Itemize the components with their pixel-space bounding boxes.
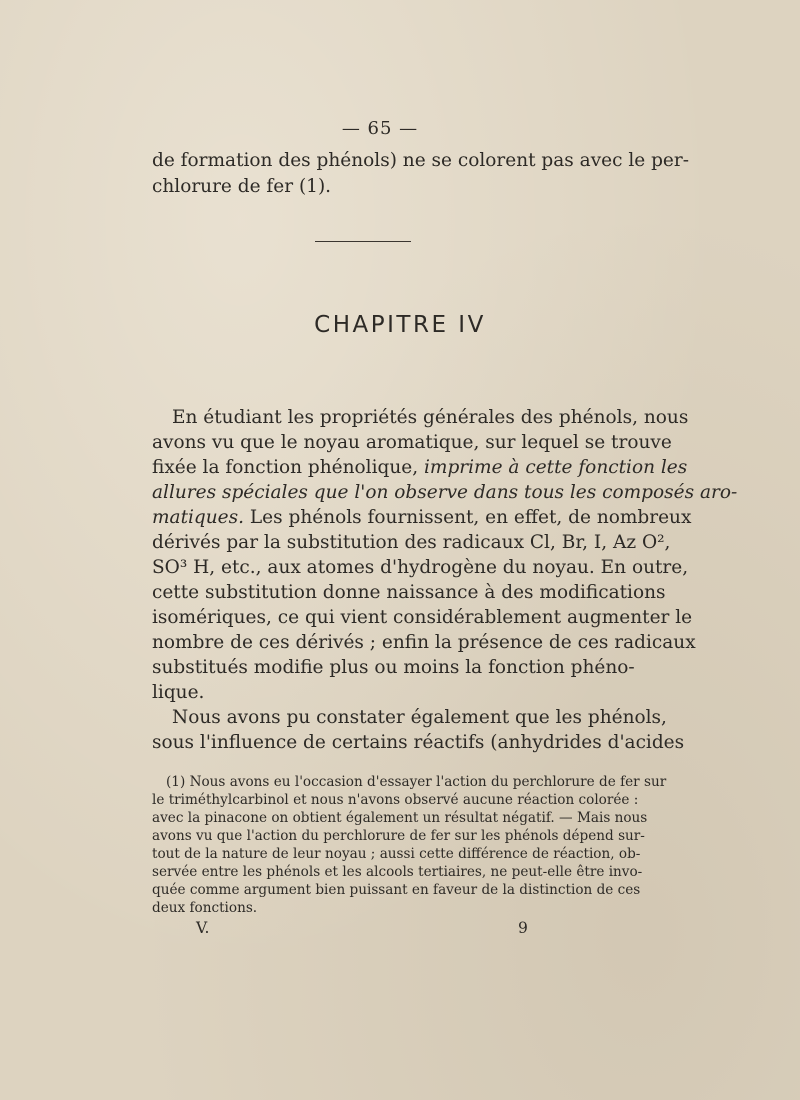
footnote-line: (1) Nous avons eu l'occasion d'essayer l'action du perchlorure de fer sur: [166, 774, 667, 790]
sheet-number: 9: [518, 919, 528, 937]
footnote-line: quée comme argument bien puissant en faveur de la distinction de ces: [152, 882, 641, 898]
body-line: substitués modifie plus ou moins la fonction phéno-: [152, 657, 635, 678]
italic-text: matiques.: [152, 507, 245, 528]
footnote-line: servée entre les phénols et les alcools tertiaires, ne peut-elle être invo-: [152, 864, 643, 880]
chapter-title: CHAPITRE IV: [314, 312, 486, 338]
body-line: nombre de ces dérivés ; enfin la présence de ces radicaux: [152, 632, 696, 653]
body-text: fixée la fonction phénolique,: [152, 457, 424, 478]
body-line: Nous avons pu constater également que les phénols,: [172, 707, 667, 728]
body-line: avons vu que le noyau aromatique, sur lequel se trouve: [152, 432, 672, 453]
footnote-line: deux fonctions.: [152, 900, 258, 916]
body-line: lique.: [152, 682, 205, 703]
footnote-line: avec la pinacone on obtient également un résultat négatif. — Mais nous: [152, 810, 648, 826]
italic-text: allures spéciales que l'on observe dans tous les composés aro-: [152, 482, 738, 503]
body-line: SO³ H, etc., aux atomes d'hydrogène du noyau. En outre,: [152, 557, 689, 578]
italic-text: imprime à cette fonction les: [423, 457, 688, 478]
body-line: chlorure de fer (1).: [152, 176, 332, 197]
body-line: cette substitution donne naissance à des modifications: [152, 582, 666, 603]
page-number: — 65 —: [341, 118, 419, 139]
body-line: dérivés par la substitution des radicaux Cl, Br, I, Az O²,: [152, 532, 671, 553]
body-line: sous l'influence de certains réactifs (anhydrides d'acides: [152, 732, 685, 753]
footnote-line: avons vu que l'action du perchlorure de fer sur les phénols dépend sur-: [152, 828, 645, 844]
footnote-line: le triméthylcarbinol et nous n'avons observé aucune réaction colorée :: [152, 792, 639, 808]
body-line: [152, 480, 738, 506]
body-line: de formation des phénols) ne se colorent pas avec le per-: [152, 150, 689, 171]
body-line: En étudiant les propriétés générales des phénols, nous: [172, 407, 689, 428]
signature-mark: V.: [196, 919, 210, 937]
footnote-line: tout de la nature de leur noyau ; aussi cette différence de réaction, ob-: [152, 846, 641, 862]
body-line: [152, 505, 692, 531]
body-line: [152, 455, 688, 481]
section-divider: [315, 241, 411, 242]
body-text: Les phénols fournissent, en effet, de nombreux: [244, 507, 692, 528]
body-line: isomériques, ce qui vient considérablement augmenter le: [152, 607, 693, 628]
